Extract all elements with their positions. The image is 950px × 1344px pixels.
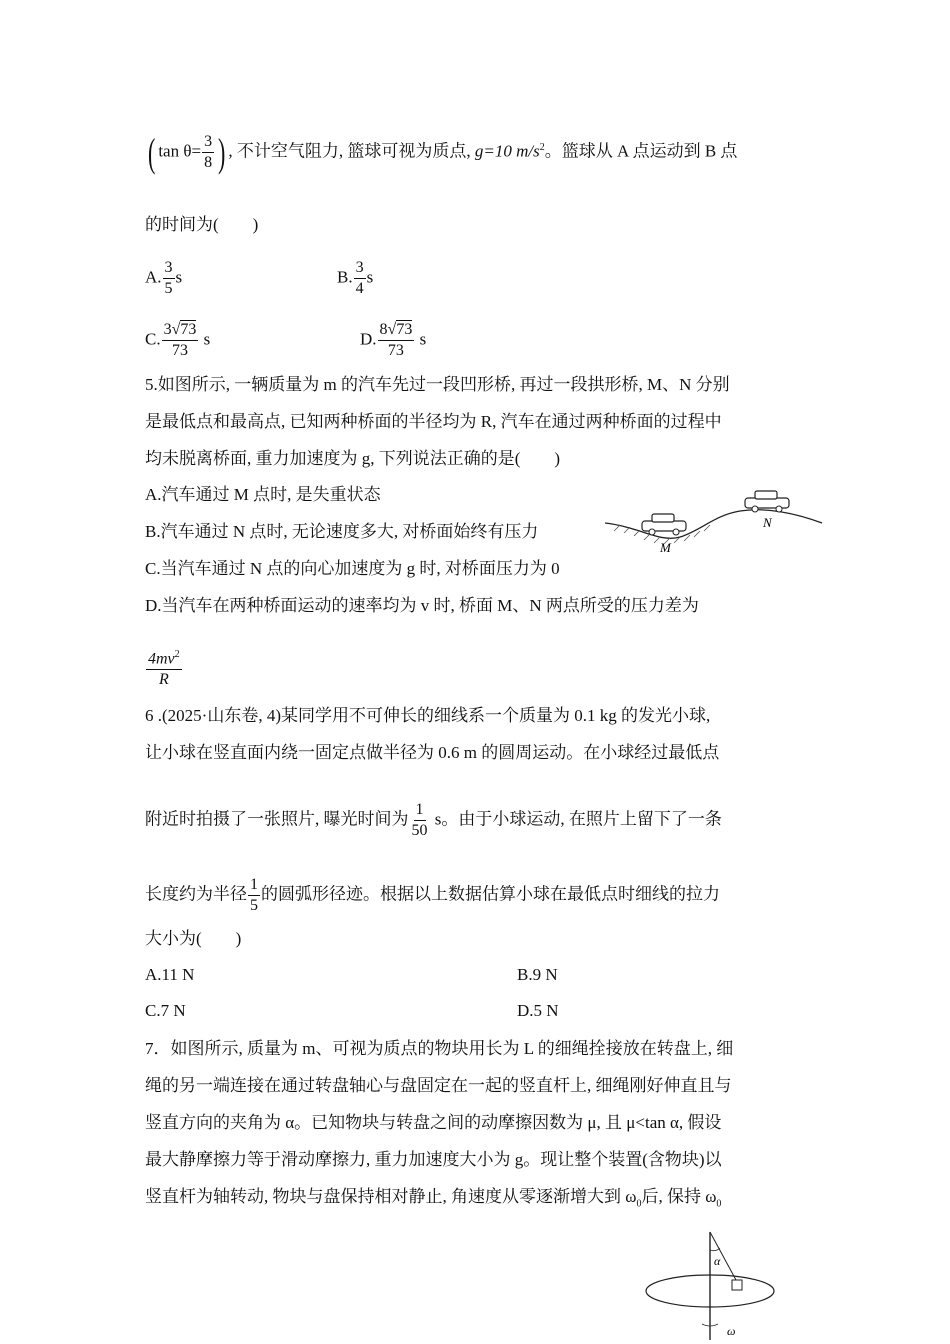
label-alpha: α — [714, 1254, 721, 1268]
q6-line-3: 附近时拍摄了一张照片, 曝光时间为 $\frac{1}{50}$ s。由于小球运动, 在照片上留下了一条 — [145, 801, 722, 839]
q4-option-b[interactable]: B. $\frac{3}{4}$ s — [337, 259, 374, 297]
q4-line-2: 的时间为( ) — [145, 215, 259, 234]
q6-option-a[interactable]: A.11 N — [145, 965, 195, 984]
q6-option-d[interactable]: D.5 N — [517, 1001, 559, 1020]
q7-line-5: 竖直杆为轴转动, 物块与盘保持相对静止, 角速度从零逐渐增大到 $\omega_0$后, 保持 $\omega_0$ — [145, 1187, 722, 1210]
q4-line-1: ( tan θ= $\frac{3}{8}$ ) , 不计空气阻力, 篮球可视为质点, g=10 $m/s^2$。篮球从 A 点运动到 B 点 — [147, 129, 738, 175]
turntable-figure — [640, 1228, 790, 1344]
car-icon-bottom — [642, 514, 686, 535]
left-paren: ( — [147, 129, 156, 175]
q5-option-a[interactable]: A.汽车通过 M 点时, 是失重状态 — [145, 485, 381, 504]
q4-option-a[interactable]: A. $\frac{3}{5}$ s — [145, 259, 183, 297]
q4-option-c[interactable]: C. $\frac{3√73}{73}$ s — [145, 321, 211, 359]
q7-line-1: 7．如图所示, 质量为 m、可视为质点的物块用长为 L 的细绳拴接放在转盘上, 细 — [145, 1039, 734, 1058]
q5-option-d-fraction: $\frac{4mv^2}{R}$ — [145, 645, 183, 690]
q6-option-c[interactable]: C.7 N — [145, 1001, 186, 1020]
q5-line-2: 是最低点和最高点, 已知两种桥面的半径均为 R, 汽车在通过两种桥面的过程中 — [145, 412, 722, 431]
q6-line-2: 让小球在竖直面内绕一固定点做半径为 0.6 m 的圆周运动。在小球经过最低点 — [145, 743, 720, 762]
q6-line-5: 大小为( ) — [145, 929, 242, 948]
label-n: N — [763, 515, 772, 530]
q5-option-d[interactable]: D.当汽车在两种桥面运动的速率均为 v 时, 桥面 M、N 两点所受的压力差为 — [145, 596, 699, 615]
q4-option-d[interactable]: D. $\frac{8√73}{73}$ s — [360, 321, 427, 359]
q6-line-1: 6 .(2025·山东卷, 4)某同学用不可伸长的细线系一个质量为 0.1 kg 的发光小球, — [145, 706, 711, 725]
q7-line-4: 最大静摩擦力等于滑动摩擦力, 重力加速度大小为 g。现让整个装置(含物块)以 — [145, 1150, 722, 1169]
label-m: M — [660, 540, 671, 555]
bridge-figure — [600, 485, 830, 560]
q5-line-1: 5.如图所示, 一辆质量为 m 的汽车先过一段凹形桥, 再过一段拱形桥, M、N 分别 — [145, 375, 730, 394]
q7-line-2: 绳的另一端连接在通过转盘轴心与盘固定在一起的竖直杆上, 细绳刚好伸直且与 — [145, 1076, 732, 1095]
q5-option-c[interactable]: C.当汽车通过 N 点的向心加速度为 g 时, 对桥面压力为 0 — [145, 559, 560, 578]
right-paren: ) — [218, 129, 226, 175]
car-icon-top — [745, 491, 789, 512]
label-omega: ω — [727, 1324, 736, 1338]
q6-line-4: 长度约为半径 $\frac{1}{5}$ 的圆弧形径迹。根据以上数据估算小球在最低点时细线的拉力 — [145, 876, 720, 914]
q7-line-3: 竖直方向的夹角为 α。已知物块与转盘之间的动摩擦因数为 μ, 且 μ<tan α, 假设 — [145, 1113, 722, 1132]
q4-tan: tan θ= — [158, 141, 202, 161]
q4-fraction: $\frac{3}{8}$ — [204, 133, 213, 171]
q5-line-3: 均未脱离桥面, 重力加速度为 g, 下列说法正确的是( ) — [145, 449, 561, 468]
q5-option-b[interactable]: B.汽车通过 N 点时, 无论速度多大, 对桥面始终有压力 — [145, 522, 539, 541]
q6-option-b[interactable]: B.9 N — [517, 965, 558, 984]
